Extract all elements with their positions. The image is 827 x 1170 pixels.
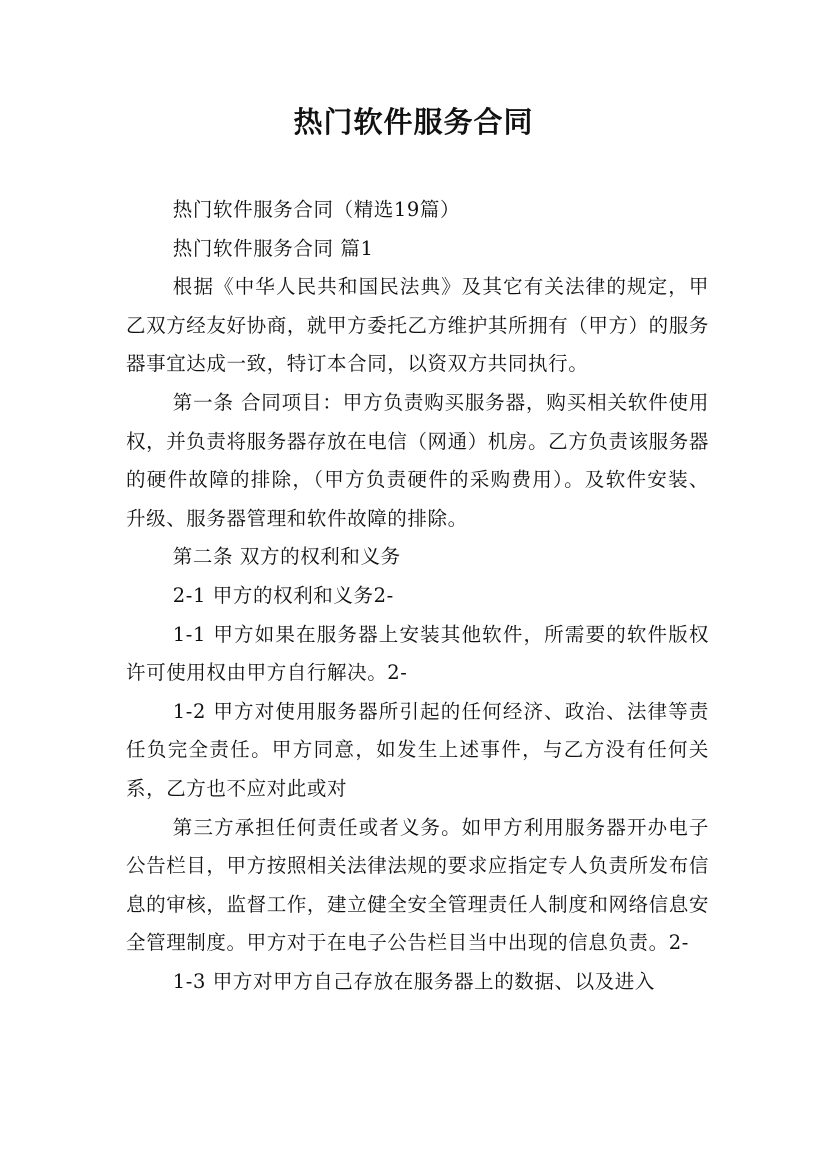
document-body [126, 191, 709, 1001]
paragraph-clause-1-1: 1-1 甲方如果在服务器上安装其他软件，所需要的软件版权许可使用权由甲方自行解决。2- [126, 622, 709, 685]
paragraph-article-1: 第一条 合同项目：甲方负责购买服务器，购买相关软件使用权，并负责将服务器存放在电信（网通）机房。乙方负责该服务器的硬件故障的排除，（甲方负责硬件的采购费用）。及软件安装、升级、服务器管理和软件故障的排除。 [126, 390, 709, 530]
paragraph-clause-1-2: 1-2 甲方对使用服务器所引起的任何经济、政治、法律等责任负完全责任。甲方同意，如发生上述事件，与乙方没有任何关系，乙方也不应对此或对 [126, 699, 709, 800]
paragraph-clause-1-3: 1-3 甲方对甲方自己存放在服务器上的数据、以及进入 [172, 969, 655, 993]
paragraph-article-2-heading: 第二条 双方的权利和义务 [172, 545, 401, 569]
document-title: 热门软件服务合同 [293, 105, 534, 139]
paragraph-preamble: 根据《中华人民共和国民法典》及其它有关法律的规定，甲乙双方经友好协商，就甲方委托乙方维护其所拥有（甲方）的服务器事宜达成一致，特订本合同，以资双方共同执行。 [126, 275, 709, 376]
paragraph-clause-2-1: 2-1 甲方的权利和义务2- [172, 583, 394, 607]
paragraph-heading-part-1: 热门软件服务合同 篇1 [172, 236, 374, 260]
paragraph-heading-collection: 热门软件服务合同（精选19篇） [172, 198, 461, 221]
paragraph-third-party: 第三方承担任何责任或者义务。如甲方利用服务器开办电子公告栏目，甲方按照相关法律法规的要求应指定专人负责所发布信息的审核，监督工作，建立健全安全管理责任人制度和网络信息安全管理制度。甲方对于在电子公告栏目当中出现的信息负责。2- [126, 815, 709, 955]
